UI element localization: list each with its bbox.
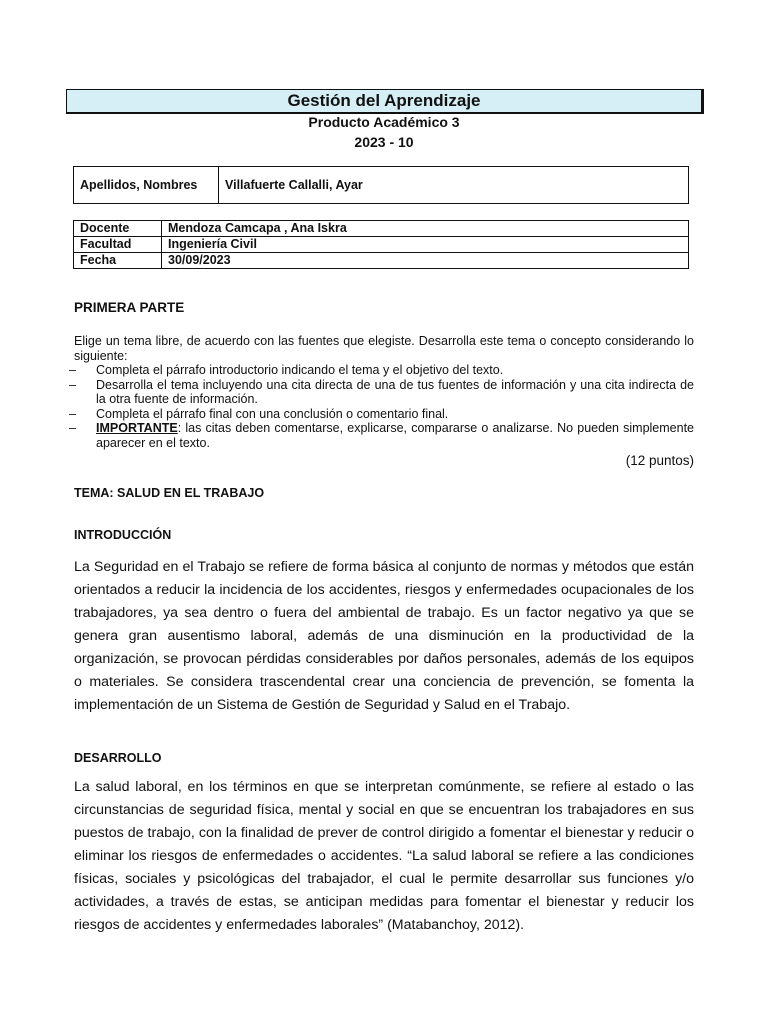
bullet-dash: – xyxy=(69,377,76,392)
table-row xyxy=(74,221,689,237)
bullet-text: Desarrolla el tema incluyendo una cita directa de una de tus fuentes de información y una cita indirecta de la otra fuente de información. xyxy=(96,377,694,406)
important-text: : las citas deben comentarse, explicarse, compararse o analizarse. No pueden simplemente aparecer en el texto. xyxy=(96,421,694,450)
points-label: (12 puntos) xyxy=(625,453,694,468)
fecha-label: Fecha xyxy=(74,253,162,269)
student-label: Apellidos, Nombres xyxy=(74,167,219,204)
document-subtitle: Producto Académico 3 xyxy=(308,114,460,130)
table-row xyxy=(74,167,689,204)
instructions-intro: Elige un tema libre, de acuerdo con las fuentes que elegiste. Desarrolla este tema o concepto considerando lo siguiente: xyxy=(74,334,694,363)
bullet-text: Completa el párrafo final con una conclusión o comentario final. xyxy=(96,406,449,421)
docente-value: Mendoza Camcapa , Ana Iskra xyxy=(162,221,689,237)
desarrollo-heading: DESARROLLO xyxy=(74,751,162,765)
fecha-value: 30/09/2023 xyxy=(162,253,689,269)
document-title: Gestión del Aprendizaje xyxy=(66,89,704,114)
document-period: 2023 - 10 xyxy=(354,134,414,150)
primera-parte-heading: PRIMERA PARTE xyxy=(74,300,185,315)
info-table xyxy=(73,220,689,269)
docente-label: Docente xyxy=(74,221,162,237)
instructions-list xyxy=(69,363,694,450)
table-row xyxy=(74,253,689,269)
list-item xyxy=(69,363,694,378)
list-item xyxy=(69,377,694,407)
instructions xyxy=(69,334,694,450)
student-table xyxy=(73,166,689,204)
facultad-value: Ingeniería Civil xyxy=(162,237,689,253)
desarrollo-paragraph: La salud laboral, en los términos en que se interpretan comúnmente, se refiere al estado o las circunstancias de seguridad física, mental y social en que se encuentran los trabajadores en sus puestos de trabajo, con la finalidad de prever de control dirigido a fomentar el bienestar y reducir o eliminar los riesgos de enfermedades o accidentes. “La salud laboral se refiere a las condiciones físicas, sociales y psicológicas del trabajador, el cual le permite desarrollar sus funciones y/o actividades, a través de estas, se anticipan medidas para fomentar el bienestar y reducir los riesgos de accidentes y enfermedades laborales” (Matabanchoy, 2012). xyxy=(74,779,694,933)
list-item xyxy=(69,406,694,422)
student-name: Villafuerte Callalli, Ayar xyxy=(219,167,689,204)
list-item xyxy=(69,421,694,450)
tema-heading: TEMA: SALUD EN EL TRABAJO xyxy=(74,486,265,500)
bullet-dash: – xyxy=(69,421,76,435)
facultad-label: Facultad xyxy=(74,237,162,253)
introduccion-heading: INTRODUCCIÓN xyxy=(74,528,172,542)
bullet-dash: – xyxy=(69,363,76,377)
bullet-text: Completa el párrafo introductorio indicando el tema y el objetivo del texto. xyxy=(96,363,504,377)
bullet-dash: – xyxy=(69,406,76,421)
table-row xyxy=(74,237,689,253)
important-label: IMPORTANTE xyxy=(96,421,178,435)
introduccion-paragraph: La Seguridad en el Trabajo se refiere de forma básica al conjunto de normas y métodos que están orientados a reducir la incidencia de los accidentes, riesgos y enfermedades ocupacionales de los trabajadores, ya sea dentro o fuera del ambiental de trabajo. Es un factor negativo ya que se genera gran ausentismo laboral, además de una disminución en la productividad de la organización, se provocan pérdidas considerables por daños personales, además de los equipos o materiales. Se considera trascendental crear una conciencia de prevención, se fomenta la implementación de un Sistema de Gestión de Seguridad y Salud en el Trabajo. xyxy=(74,559,694,713)
